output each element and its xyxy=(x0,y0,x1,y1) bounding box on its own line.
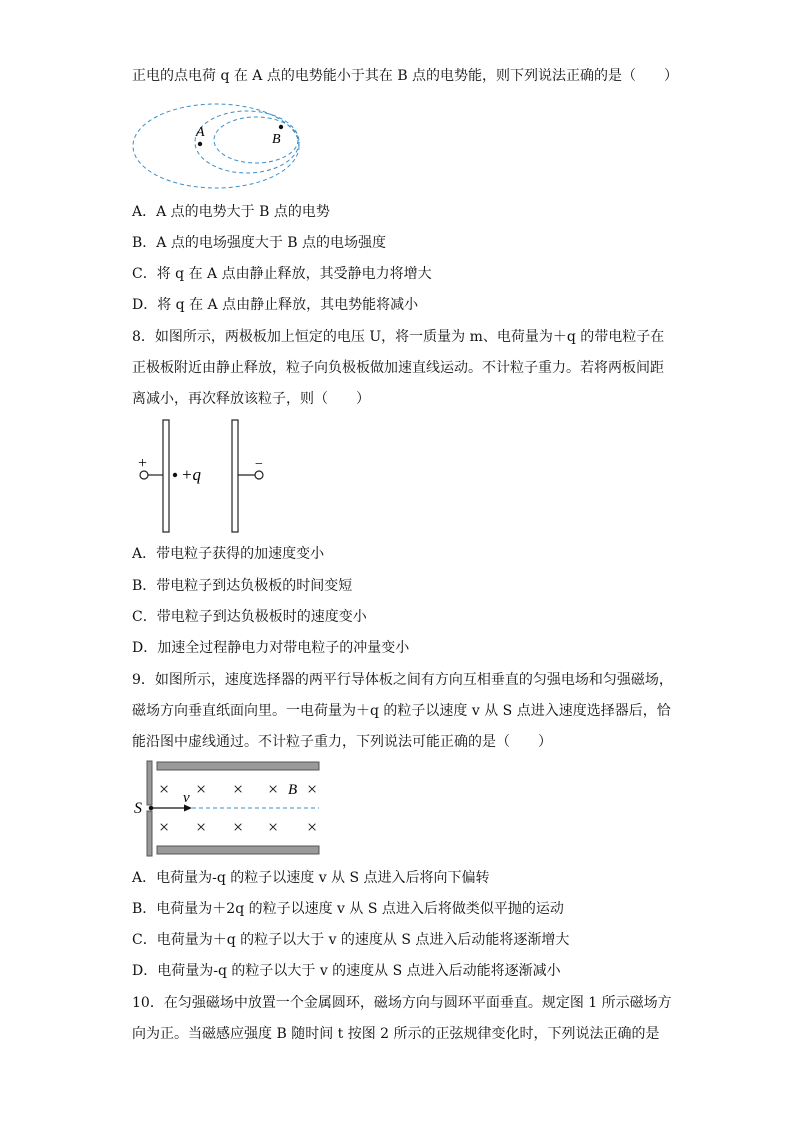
q9-stem-line-3: 能沿图中虚线通过。不计粒子重力，下列说法可能正确的是（ ） xyxy=(132,734,552,750)
charged-particle xyxy=(173,473,177,477)
q9-velocity-selector-figure xyxy=(130,759,325,859)
q7-option-c: C．将 q 在 A 点由静止释放，其受静电力将增大 xyxy=(132,266,432,282)
q9-option-d: D．电荷量为-q 的粒子以大于 v 的速度从 S 点进入后动能将逐渐减小 xyxy=(132,963,561,979)
q7-option-a: A．A 点的电势大于 B 点的电势 xyxy=(132,204,330,220)
q7-option-d: D．将 q 在 A 点由静止释放，其电势能将减小 xyxy=(132,297,419,313)
negative-plate xyxy=(232,420,238,532)
q8-option-a: A．带电粒子获得的加速度变小 xyxy=(132,546,325,562)
svg-text:×: × xyxy=(159,779,170,799)
label-a: A xyxy=(196,125,205,140)
q9-option-b: B．电荷量为＋2q 的粒子以速度 v 从 S 点进入后将做类似平抛的运动 xyxy=(132,901,564,917)
top-plate xyxy=(157,762,319,770)
svg-text:×: × xyxy=(233,779,244,799)
svg-text:×: × xyxy=(307,779,318,799)
q8-option-b: B．带电粒子到达负极板的时间变短 xyxy=(132,578,353,594)
q9-stem-line-2: 磁场方向垂直纸面向里。一电荷量为＋q 的粒子以速度 v 从 S 点进入速度选择器后，恰 xyxy=(132,703,671,719)
q9-option-a: A．电荷量为-q 的粒子以速度 v 从 S 点进入后将向下偏转 xyxy=(132,870,490,886)
svg-text:×: × xyxy=(196,779,207,799)
negative-terminal xyxy=(255,471,263,479)
positive-terminal xyxy=(140,471,148,479)
q7-stem: 正电的点电荷 q 在 A 点的电势能小于其在 B 点的电势能，则下列说法正确的是（ ） xyxy=(132,68,679,84)
charge-label: +q xyxy=(181,465,201,484)
left-barrier-top xyxy=(147,761,152,805)
q8-option-c: C．带电粒子到达负极板时的速度变小 xyxy=(132,609,367,625)
svg-text:×: × xyxy=(268,817,279,837)
svg-text:×: × xyxy=(196,817,207,837)
label-b: B xyxy=(288,782,298,798)
svg-text:×: × xyxy=(268,779,279,799)
point-a xyxy=(198,142,202,146)
q8-stem-line-1: 8．如图所示，两极板加上恒定的电压 U，将一质量为 m、电荷量为＋q 的带电粒子在 xyxy=(132,329,665,345)
svg-text:×: × xyxy=(233,817,244,837)
left-barrier-bottom xyxy=(147,811,152,856)
q7-equipotential-figure xyxy=(130,98,305,194)
q7-option-b: B．A 点的电场强度大于 B 点的电场强度 xyxy=(132,235,387,251)
middle-ellipse xyxy=(195,111,299,173)
minus-sign: − xyxy=(255,457,263,472)
label-s: S xyxy=(134,800,142,817)
q9-option-c: C．电荷量为＋q 的粒子以大于 v 的速度从 S 点进入后动能将逐渐增大 xyxy=(132,932,570,948)
q10-stem-line-2: 向为正。当磁感应强度 B 随时间 t 按图 2 所示的正弦规律变化时，下列说法正确的是 xyxy=(132,1026,660,1042)
label-v: v xyxy=(183,790,190,806)
q8-option-d: D．加速全过程静电力对带电粒子的冲量变小 xyxy=(132,640,410,656)
point-b xyxy=(279,125,283,129)
q8-parallel-plates-figure xyxy=(134,418,274,536)
svg-text:×: × xyxy=(159,817,170,837)
label-b: B xyxy=(272,132,281,147)
q8-stem-line-2: 正极板附近由静止释放，粒子向负极板做加速直线运动。不计粒子重力。若将两板间距 xyxy=(132,360,664,376)
bottom-plate xyxy=(157,846,319,854)
q10-stem-line-1: 10．在匀强磁场中放置一个金属圆环，磁场方向与圆环平面垂直。规定图 1 所示磁场方 xyxy=(132,995,672,1011)
inner-ellipse xyxy=(214,117,298,163)
svg-text:×: × xyxy=(307,817,318,837)
positive-plate xyxy=(163,420,169,532)
plus-sign: + xyxy=(138,455,148,472)
q8-stem-line-3: 离减小，再次释放该粒子，则（ ） xyxy=(132,391,370,407)
q9-stem-line-1: 9．如图所示，速度选择器的两平行导体板之间有方向互相垂直的匀强电场和匀强磁场， xyxy=(132,672,673,688)
